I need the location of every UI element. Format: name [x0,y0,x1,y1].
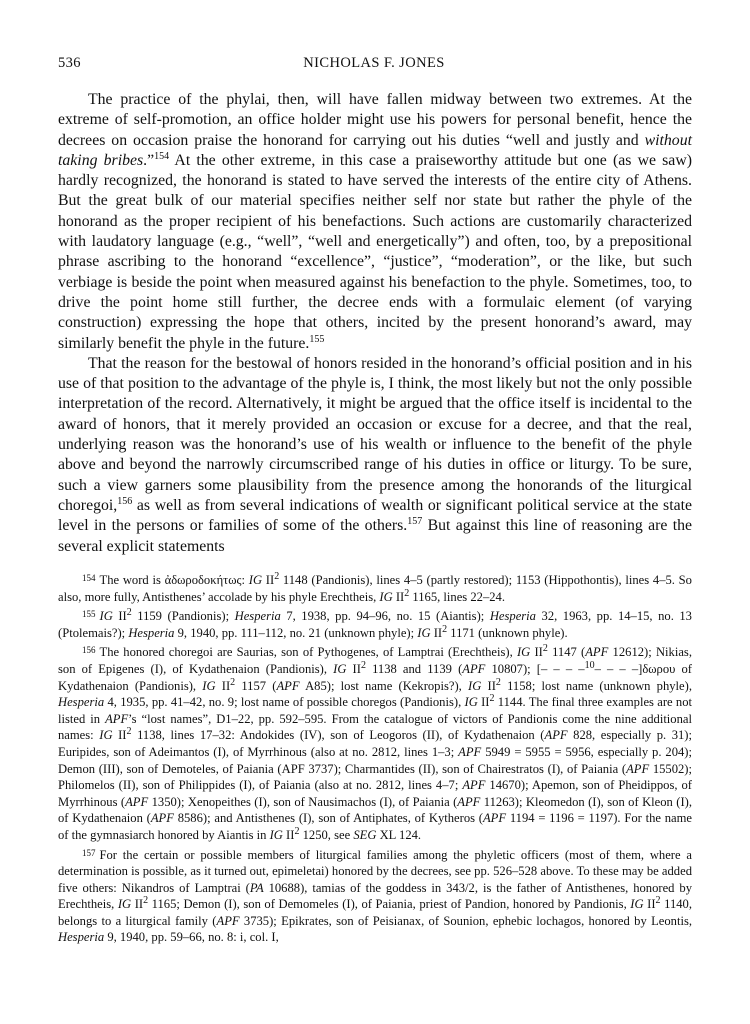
footnote-number: 157 [82,847,96,858]
footnote-number: 154 [82,573,96,583]
running-head [58,55,690,75]
body-text [58,90,692,557]
footnote-ref-156[interactable]: 156 [117,495,133,507]
footnote-156: $^{156}$ The honored choregoi are Saurias, son of Pythogenes, of Lamptrai (Erechtheis), IG $II^2$ 1147 (APF 12612); Nikias, son of Epigenes (I), of Kydathenaion (Pandionis), IG $II^2$ 1138 and 1139 (APF 10807); [– – – –$^{10}$– – – –]δωρου of Kydathenaion (Pandionis), IG $II^2$ 1157 (APF A85); lost name (Kekropis?), IG $II^2$ 1158; lost name (unknown phyle), Hesperia 4, 1935, pp. 41–42, no. 9; lost name of possible choregos (Pandionis), IG $II^2$ 1144. The final three examples are not listed in APF’s “lost names”, D1–22, pp. 592–595. From the catalogue of victors of Pandionis come the nine additional names: IG $II^2$ 1138, lines 17–32: Andokides (IV), son of Leogoros (II), of Kydathenaion (APF 828, especially p. 31); Euripides, son of Adeimantos (I), of Myrrhinous (also at no. 2812, lines 1–3; APF 5949 = 5955 = 5956, especially p. 204); Demon (III), son of Demoteles, of Paiania (APF 3737); Charmantides (II), son of Chairestratos (I), of Paiania (APF 15502); Philomelos (II), son of Philippides (I), of Paiania (also at no. 2812, lines 4–7; APF 14670); Apemon, son of Pheidippos, of Myrrhinous (APF 1350); Xenopeithes (I), son of Nausimachos (I), of Paiania (APF 11263); Kleomedon (I), son of Kleon (I), of Kydathenaion (APF 8586); and Antisthenes (I), son of Antiphates, of Kytheros (APF 1194 = 1196 = 1197). For the name of the gymnasiarch honored by Aiantis in IG $II^2$ 1250, see SEG XL 124. [58,643,693,842]
paragraph-2: That the reason for the bestowal of honors resided in the honorand’s official position and in his use of that position to the advantage of the phyle is, I think, the most likely but not the only possible interpretation of the record. Alternatively, it might be argued that the office itself is incidental to the award of honors, that it merely provided an occasion or excuse for a decree, and that the real, underlying reason was the honorand’s use of his wealth or influence to the benefit of the phyle above and beyond the narrowly circumscribed range of his duties in office or liturgy. To be sure, such a view garners some plausibility from the presence among the honorands of the liturgical choregoi,$^{156}$ as well as from several indications of wealth or significant political service at the state level in the persons or families of some of the others.$^{157}$ But against this line of reasoning are the several explicit statements [58,354,692,555]
footnote-ref-154[interactable]: 154 [154,150,170,162]
paragraph-1: The practice of the phylai, then, will have fallen midway between two extremes. At the extreme of self-promotion, an office holder might use his powers for personal benefit, hence the decrees on occasion praise the honorand for carrying out his duties “well and justly and without taking bribes.”$^{154}$ At the other extreme, in this case a praiseworthy attitude but one (as we saw) hardly recognized, the honorand is stated to have served the interests of the entire city of Athens. But the great bulk of our material specifies neither self nor state but rather the phyle of the honorand as the proper recipient of his benefactions. Such actions are customarily characterized with laudatory language (e.g., “well”, “well and energetically”) and often, too, by a prepositional phrase ascribing to the honorand “excellence”, “justice”, “moderation”, or the like, but such verbiage is beside the point when measured against his benefaction to the phyle. Sometimes, too, to drive the point home still further, the decree ends with a formulaic element (of varying construction) expressing the hope that others, incited by the present honorand’s award, may similarly benefit the phyle in the future.$^{155}$ [58,91,692,352]
footnote-ref-155[interactable]: 155 [309,333,325,345]
footnote-ref-157[interactable]: 157 [407,516,423,528]
footnote-155: $^{155}$ IG $II^2$ 1159 (Pandionis); Hesperia 7, 1938, pp. 94–96, no. 15 (Aiantis); Hesperia 32, 1963, pp. 14–15, no. 13 (Ptolemais?); Hesperia 9, 1940, pp. 111–112, no. 21 (unknown phyle); IG $II^2$ 1171 (unknown phyle). [58,607,692,640]
footnote-154: $^{154}$ The word is ἀδωροδοκήτως: IG $II^2$ 1148 (Pandionis), lines 4–5 (partly restored); 1153 (Hippothontis), lines 4–5. So also, more fully, Antisthenes’ accolade by his phyle Erechtheis, IG $II^2$ 1165, lines 22–24. [58,570,692,604]
page-number: 536 [58,55,81,71]
footnote-number: 156 [82,645,96,656]
footnotes [58,570,692,947]
footnote-157: $^{157}$ For the certain or possible members of liturgical families among the phyletic officers (most of them, where a determination is possible, as it turned out, epimeletai) honored by the decrees, see pp. 526–528 above. To these may be added five others: Nikandros of Lamptrai (PA 10688), tamias of the goddess in 343/2, is the father of Antisthenes, honored by Erechtheis, IG $II^2$ 1165; Demon (I), son of Demomeles (I), of Paiania, priest of Pandion, honored by Pandionis, IG $II^2$ 1140, belongs to a liturgical family (APF 3735); Epikrates, son of Peisianax, of Sounion, ephebic lochagos, honored by Leontis, Hesperia 9, 1940, pp. 59–66, no. 8: i, col. I, [58,847,692,945]
footnote-number: 155 [82,609,96,620]
running-title: NICHOLAS F. JONES [303,55,445,71]
